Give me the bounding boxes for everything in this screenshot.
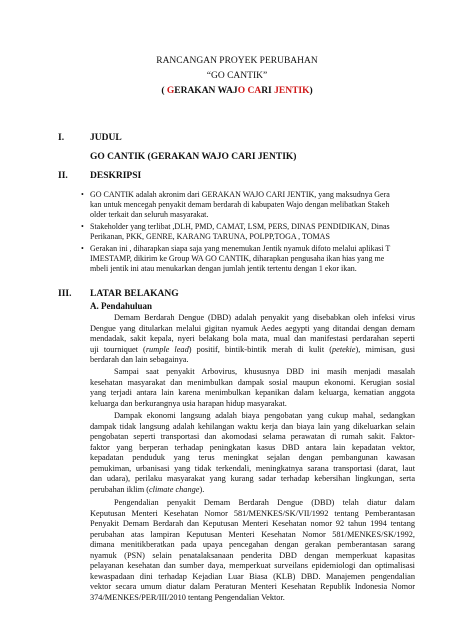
section-num-deskripsi: II. [58,171,68,181]
judul-body: GO CANTIK (GERAKAN WAJO CARI JENTIK) [90,152,297,162]
section-title-deskripsi: DESKRIPSI [90,171,142,181]
deskripsi-bullet-1: GO CANTIK adalah akronim dari GERAKAN WAJO CARI JENTIK, yang maksudnya Gera kan untuk mencegah penyakit demam berdarah di kabupaten Wajo dengan melibatkan Stakeh older terkait dan seluruh masyarakat. [90,190,390,219]
bullet-icon: • [81,244,84,253]
doc-title-line1: RANCANGAN PROYEK PERUBAHAN [156,56,318,66]
bullet-icon: • [81,190,84,199]
paragraph-3: Dampak ekonomi langsung adalah biaya pengobatan yang cukup mahal, sedangkan dampak tidak langsung adalah kehilangan waktu kerja dan biaya lain yang dikeluarkan selain pengobatan seperti transportasi dan akomodasi selama perawatan di rumah sakit. Faktor- faktor yang berperan terhadap peningkatan kasus DBD antara lain kepadatan vektor, kepadatan penduduk yang terus meningkat sejalan dengan pembangunan kawasan pemukiman, urbanisasi yang tidak terkendali, meningkatnya sarana transportasi (darat, laut dan udara), perilaku masyarakat yang kurang sadar terhadap kebersihan lingkungan, serta perubahan iklim (climate change). [90,411,415,494]
subsection-pendahuluan: A. Pendahuluan [90,301,153,311]
paragraph-4: Pengendalian penyakit Demam Berdarah Dengue (DBD) telah diatur dalam Keputusan Menteri Kesehatan Nomor 581/MENKES/SK/VII/1992 tentang Pemberantasan Penyakit Demam Berdarah dan Keputusan Menteri Kesehatan nomor 92 tahun 1994 tentang perubahan atas lampiran Keputusan Menteri Kesehatan Nomor 581/MENKES/SK/1992, dimana menitikberatkan pada upaya pencegahan dengan gerakan pemberantasan sarang nyamuk (PSN) selain penatalaksanaan penderita DBD dengan memperkuat kapasitas pelayanan kesehatan dan sumber daya, memperkuat surveilans epidemiologi dan optimalisasi kewaspadaan dini terhadap Kejadian Luar Biasa (KLB) DBD. Manajemen pengendalian vektor secara umum diatur dalam Peraturan Menteri Kesehatan Republik Indonesia Nomor 374/MENKES/PER/III/2010 tentang Pengendalian Vektor. [90,498,415,602]
deskripsi-bullet-3: Gerakan ini , diharapkan siapa saja yang menemukan Jentik nyamuk difoto melalui aplikasi T IMESTAMP, dikirim ke Group WA GO CANTIK, diharapkan pengusaha ikan hias yang me mbeli jentik ini atau menukarkan dengan jumlah jentik tertentu dengan 1 ekor ikan. [90,244,391,273]
deskripsi-bullet-2: Stakeholder yang terlibat ,DLH, PMD, CAMAT, LSM, PERS, DINAS PENDIDIKAN, Dinas Perikanan, PKK, GENRE, KARANG TARUNA, POLPP,TOGA , TOMAS [90,222,390,241]
paragraph-2: Sampai saat penyakit Arbovirus, khususnya DBD ini masih menjadi masalah kesehatan masyarakat dan menimbulkan dampak sosial maupun ekonomi. Kerugian sosial yang terjadi antara lain karena menimbulkan kepanikan dalam keluarga, kematian anggota keluarga dan berkurangnya usia harapan hidup masyarakat. [90,367,415,408]
section-title-judul: JUDUL [90,133,122,143]
doc-title-line2: “GO CANTIK” [206,71,268,81]
bullet-icon: • [81,222,84,231]
section-title-latar: LATAR BELAKANG [90,289,179,299]
paragraph-1: Demam Berdarah Dengue (DBD) adalah penyakit yang disebabkan oleh infeksi virus Dengue yang ditularkan melalui gigitan nyamuk Aedes aegypti yang ditandai dengan demam mendadak, sakit kepala, nyeri belakang bola mata, mual dan manifestasi perdarahan seperti uji tourniquet (rumple lead) positif, bintik-bintik merah di kulit (petekie), mimisan, gusi berdarah dan lain sebagainya. [90,313,415,364]
section-num-latar: III. [58,289,72,299]
section-num-judul: I. [58,133,65,143]
doc-title-line3: ( GERAKAN WAJO CARI JENTIK) [161,86,313,96]
